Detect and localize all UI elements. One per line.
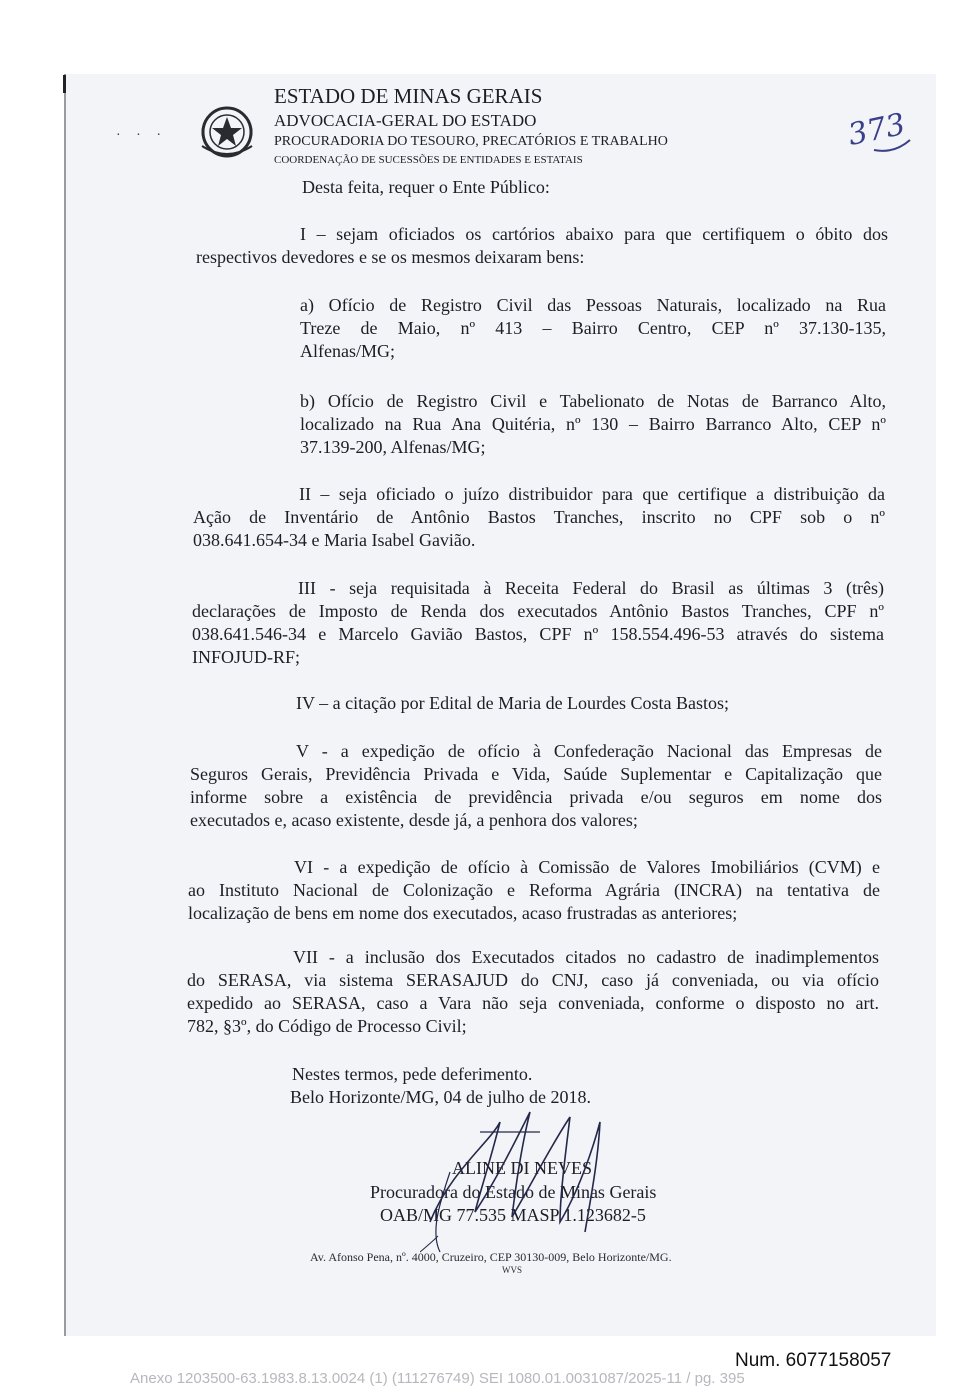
signatory-registration: OAB/MG 77.535 MASP 1.123682-5 xyxy=(380,1205,646,1225)
paragraph-item-iii xyxy=(192,577,884,669)
text-line: localizado na Rua Ana Quitéria, nº 130 – Bairro Barranco Alto, CEP nº xyxy=(300,414,886,434)
paragraph-item-iv: IV – a citação por Edital de Maria de Lourdes Costa Bastos; xyxy=(296,693,730,713)
text-line: 038.641.546-34 e Marcelo Gavião Bastos, CPF nº 158.554.496-53 através do sistema xyxy=(192,624,884,644)
text-line: ao Instituto Nacional de Colonização e Reforma Agrária (INCRA) na tentativa de xyxy=(188,880,880,900)
paragraph-item-v xyxy=(190,740,882,832)
text-line: Treze de Maio, nº 413 – Bairro Centro, CEP nº 37.130-135, xyxy=(300,318,886,338)
svg-text:373: 373 xyxy=(845,106,909,154)
text-line: VI - a expedição de ofício à Comissão de Valores Imobiliários (CVM) e xyxy=(294,857,880,877)
handwritten-signature xyxy=(420,1102,650,1272)
text-line: b) Ofício de Registro Civil e Tabelionato de Notas de Barranco Alto, xyxy=(300,391,886,411)
text-line: respectivos devedores e se os mesmos deixaram bens: xyxy=(196,247,585,267)
text-line: localização de bens em nome dos executados, acaso frustradas as anteriores; xyxy=(188,903,738,923)
paragraph-item-i xyxy=(196,223,888,269)
coat-of-arms-seal-icon xyxy=(196,104,258,160)
footer-initials: WVS xyxy=(502,1265,522,1275)
paragraph-item-vi xyxy=(188,856,880,925)
text-line: a) Ofício de Registro Civil das Pessoas Naturais, localizado na Rua xyxy=(300,295,886,315)
header-department: PROCURADORIA DO TESOURO, PRECATÓRIOS E TRABALHO xyxy=(274,134,668,149)
document-number-stamp: Num. 6077158057 xyxy=(735,1350,892,1371)
paragraph-item-b xyxy=(300,390,886,459)
paragraph-item-vii xyxy=(187,946,879,1038)
closing-text: Nestes termos, pede deferimento. xyxy=(292,1064,533,1084)
text-line: V - a expedição de ofício à Confederação Nacional das Empresas de xyxy=(296,741,882,761)
text-line: informe sobre a existência de previdência privada e/ou seguros em nome dos xyxy=(190,787,882,807)
scan-mark xyxy=(63,75,66,93)
text-line: 782, §3º, do Código de Processo Civil; xyxy=(187,1016,467,1036)
text-line: I – sejam oficiados os cartórios abaixo para que certifiquem o óbito dos xyxy=(300,224,888,244)
place-date: Belo Horizonte/MG, 04 de julho de 2018. xyxy=(290,1087,591,1107)
text-line: expedido ao SERASA, caso a Vara não seja conveniada, conforme o disposto no art. xyxy=(187,993,879,1013)
handwritten-page-number xyxy=(844,100,914,160)
header-coordination: COORDENAÇÃO DE SUCESSÕES DE ENTIDADES E ESTATAIS xyxy=(274,154,583,166)
paragraph-item-a xyxy=(300,294,886,363)
text-line: Seguros Gerais, Previdência Privada e Vida, Saúde Suplementar e Capitalização que xyxy=(190,764,882,784)
intro-text: Desta feita, requer o Ente Público: xyxy=(302,177,550,197)
footer-address: Av. Afonso Pena, nº. 4000, Cruzeiro, CEP 30130-009, Belo Horizonte/MG. xyxy=(310,1250,672,1264)
text-line: VII - a inclusão dos Executados citados no cadastro de inadimplementos xyxy=(293,947,879,967)
text-line: III - seja requisitada à Receita Federal do Brasil as últimas 3 (três) xyxy=(298,578,884,598)
text-line: Alfenas/MG; xyxy=(300,341,395,361)
header-agency: ADVOCACIA-GERAL DO ESTADO xyxy=(274,111,537,130)
scan-specks: · · · xyxy=(116,128,167,143)
signatory-role: Procuradora do Estado de Minas Gerais xyxy=(370,1182,657,1202)
scan-edge-line xyxy=(64,74,66,1336)
text-line: Ação de Inventário de Antônio Bastos Tranches, inscrito no CPF sob o nº xyxy=(193,507,885,527)
text-line: 038.641.654-34 e Maria Isabel Gavião. xyxy=(193,530,476,550)
annex-reference-stamp: Anexo 1203500-63.1983.8.13.0024 (1) (111276749) SEI 1080.01.0031087/2025-11 / pg. 395 xyxy=(130,1370,745,1387)
signatory-name: ALINE DI NEVES xyxy=(452,1158,592,1178)
text-line: II – seja oficiado o juízo distribuidor para que certifique a distribuição da xyxy=(299,484,885,504)
text-line: executados e, acaso existente, desde já, a penhora dos valores; xyxy=(190,810,638,830)
text-line: 37.139-200, Alfenas/MG; xyxy=(300,437,486,457)
header-state: ESTADO DE MINAS GERAIS xyxy=(274,84,543,108)
text-line: declarações de Imposto de Renda dos executados Antônio Bastos Tranches, CPF nº xyxy=(192,601,884,621)
paragraph-item-ii xyxy=(193,483,885,552)
text-line: do SERASA, via sistema SERASAJUD do CNJ, caso já conveniada, ou via ofício xyxy=(187,970,879,990)
text-line: INFOJUD-RF; xyxy=(192,647,301,667)
